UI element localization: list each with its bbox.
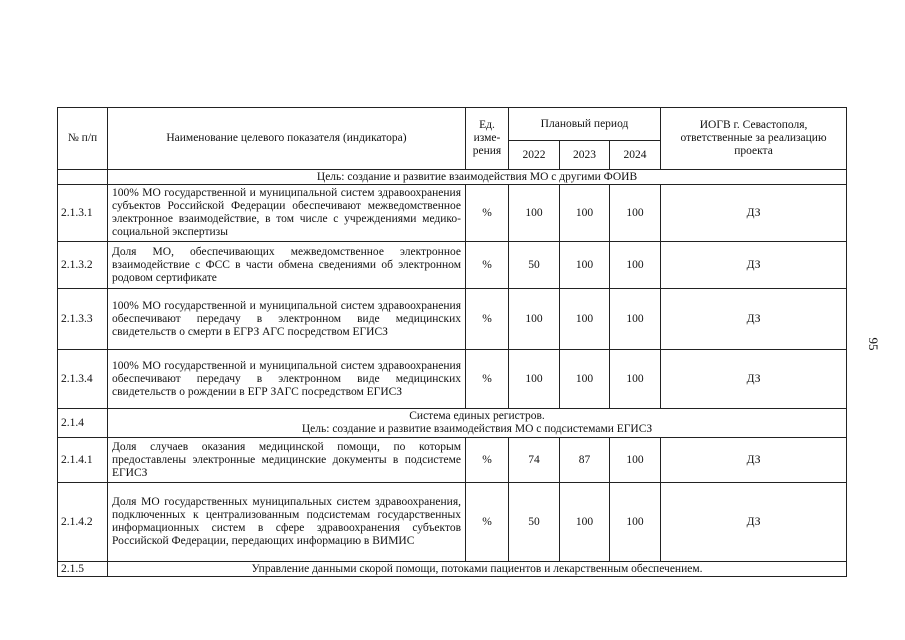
row-2024: 100 [610, 289, 661, 350]
section-heading: Система единых регистров. [409, 410, 545, 422]
row-num: 2.1.3.1 [58, 185, 108, 242]
row-unit: % [466, 242, 509, 289]
row-2023: 100 [560, 242, 610, 289]
header-name: Наименование целевого показателя (индикатора) [108, 108, 466, 170]
table-row [58, 350, 847, 409]
section-title [108, 409, 847, 438]
row-2022: 100 [509, 350, 560, 409]
row-2022: 100 [509, 289, 560, 350]
row-num: 2.1.3.4 [58, 350, 108, 409]
row-resp: ДЗ [661, 438, 847, 483]
section-row [58, 409, 847, 438]
row-num: 2.1.4.1 [58, 438, 108, 483]
row-num: 2.1.4.2 [58, 483, 108, 562]
row-2024: 100 [610, 242, 661, 289]
row-2022: 74 [509, 438, 560, 483]
section-num: 2.1.4 [58, 409, 108, 438]
indicators-table [57, 107, 847, 577]
row-2022: 50 [509, 242, 560, 289]
row-2024: 100 [610, 185, 661, 242]
table-row [58, 483, 847, 562]
section-row [58, 562, 847, 577]
header-resp: ИОГВ г. Севастополя, ответственные за реализацию проекта [661, 108, 847, 170]
header-year-2022: 2022 [509, 141, 560, 170]
row-2023: 100 [560, 185, 610, 242]
row-resp: ДЗ [661, 350, 847, 409]
row-unit: % [466, 289, 509, 350]
goal-row [58, 170, 847, 185]
row-2024: 100 [610, 438, 661, 483]
row-resp: ДЗ [661, 289, 847, 350]
row-2023: 100 [560, 350, 610, 409]
header-year-2023: 2023 [560, 141, 610, 170]
row-resp: ДЗ [661, 185, 847, 242]
table-row [58, 289, 847, 350]
header-num: № п/п [58, 108, 108, 170]
row-num: 2.1.3.3 [58, 289, 108, 350]
row-2023: 100 [560, 483, 610, 562]
row-name: 100% МО государственной и муниципальной систем здравоохранения обеспечивают передачу в электронном виде медицинских свидетельств о рождении в ЕГР ЗАГС посредством ЕГИСЗ [108, 350, 466, 409]
section-goal: Цель: создание и развитие взаимодействия МО с подсистемами ЕГИСЗ [301, 423, 653, 435]
row-name: 100% МО государственной и муниципальной систем здравоохранения обеспечивают передачу в электронном виде медицинских свидетельств о смерти в ЕГРЗ АГС посредством ЕГИСЗ [108, 289, 466, 350]
row-2024: 100 [610, 483, 661, 562]
header-period: Плановый период [509, 108, 661, 141]
row-num: 2.1.3.2 [58, 242, 108, 289]
row-unit: % [466, 483, 509, 562]
header-row-top [58, 108, 847, 141]
header-unit: Ед. изме-рения [466, 108, 509, 170]
row-unit: % [466, 438, 509, 483]
row-name: Доля случаев оказания медицинской помощи, по которым предоставлены электронные медицинские документы в подсистеме ЕГИСЗ [108, 438, 466, 483]
page-number: 95 [866, 337, 881, 351]
table-row [58, 438, 847, 483]
row-unit: % [466, 185, 509, 242]
table-row [58, 242, 847, 289]
section-title: Управление данными скорой помощи, потоками пациентов и лекарственным обеспечением. [108, 562, 847, 577]
goal-title: Цель: создание и развитие взаимодействия МО с другими ФОИВ [108, 170, 847, 185]
row-name: Доля МО государственных муниципальных систем здравоохранения, подключенных к централизованным подсистемам государственных информационных систем в сфере здравоохранения субъектов Российской Федерации, передающих информацию в ВИМИС [108, 483, 466, 562]
header-year-2024: 2024 [610, 141, 661, 170]
row-unit: % [466, 350, 509, 409]
row-name: Доля МО, обеспечивающих межведомственное электронное взаимодействие с ФСС в части обмена сведениями об электронном родовом сертификате [108, 242, 466, 289]
row-resp: ДЗ [661, 242, 847, 289]
table-row [58, 185, 847, 242]
row-name: 100% МО государственной и муниципальной систем здравоохранения субъектов Российской Федерации обеспечивают межведомственное электронное взаимодействие, в том числе с учреждениями медико-социальной экспертизы [108, 185, 466, 242]
row-2022: 100 [509, 185, 560, 242]
goal-num-cell [58, 170, 108, 185]
row-2022: 50 [509, 483, 560, 562]
row-2023: 100 [560, 289, 610, 350]
row-2023: 87 [560, 438, 610, 483]
row-resp: ДЗ [661, 483, 847, 562]
section-num: 2.1.5 [58, 562, 108, 577]
row-2024: 100 [610, 350, 661, 409]
